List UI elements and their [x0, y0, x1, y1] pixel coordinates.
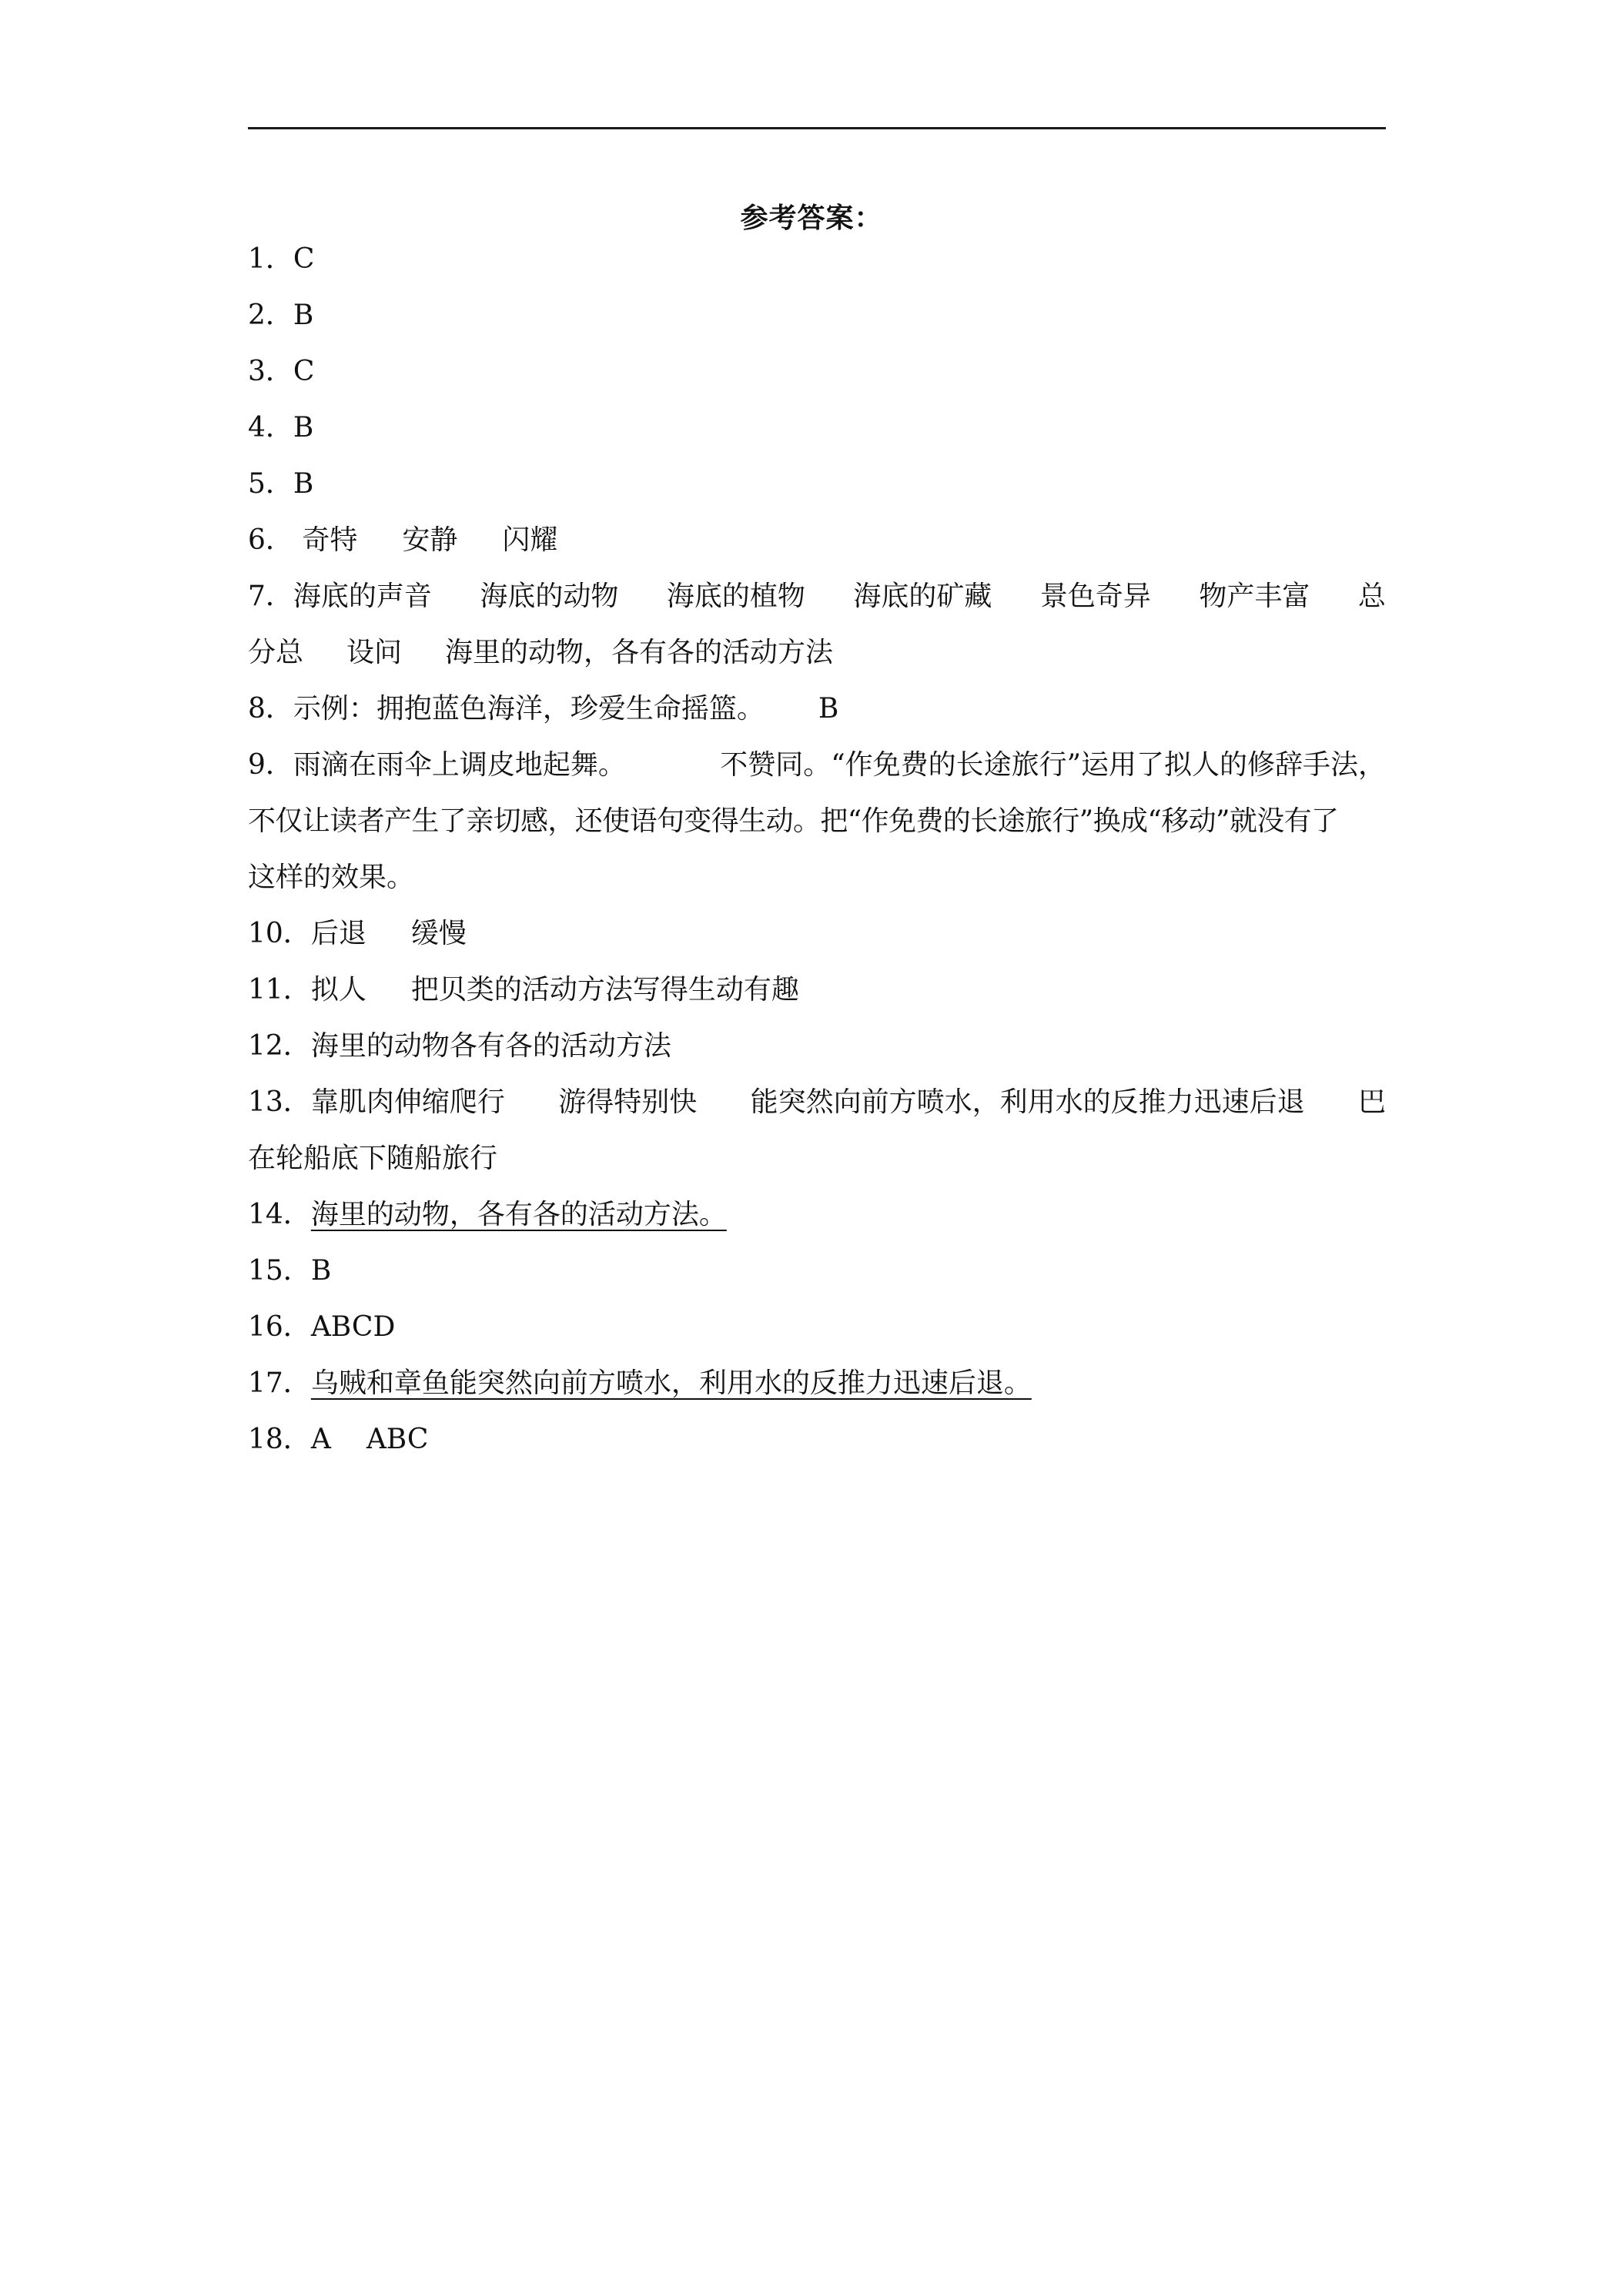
answer-text: 奇特	[302, 524, 358, 556]
answer-text: B	[310, 1255, 332, 1287]
answer-number: 15．	[248, 1255, 311, 1287]
answer-number: 5．	[248, 468, 293, 500]
underlined-answer: 海里的动物，各有各的活动方法。	[310, 1199, 727, 1230]
answer-number: 10．	[248, 918, 311, 949]
answer-item-9-cont	[248, 793, 1386, 849]
answer-number: 9．	[248, 749, 293, 781]
answer-item-16	[248, 1299, 1386, 1355]
answer-text: 能突然向前方喷水，利用水的反推力迅速后退	[750, 1086, 1305, 1118]
answer-number: 18．	[248, 1424, 311, 1455]
answer-item-13-cont	[248, 1130, 1386, 1186]
answer-text: 靠肌肉伸缩爬行	[310, 1086, 505, 1118]
answer-text: 海底的动物	[480, 581, 619, 612]
answer-text: 示例：拥抱蓝色海洋，珍爱生命摇篮。	[293, 693, 765, 725]
answer-text: C	[293, 356, 315, 387]
answer-item-9-cont	[248, 849, 1386, 905]
answer-text: 海里的动物，各有各的活动方法	[445, 637, 834, 668]
answer-text: 闪耀	[502, 524, 558, 556]
answer-text: 雨滴在雨伞上调皮地起舞。	[293, 749, 626, 781]
answer-text: 把贝类的活动方法写得生动有趣	[410, 974, 799, 1006]
answer-text: A	[310, 1424, 331, 1455]
answer-item-5	[248, 456, 1386, 512]
answer-item-10	[248, 905, 1386, 962]
answer-text: 不赞同。“作免费的长途旅行”运用了拟人的修辞手法，	[720, 749, 1386, 781]
answer-item-12	[248, 1018, 1386, 1074]
answer-item-1	[248, 231, 1386, 287]
header-rule	[248, 127, 1386, 129]
answer-number: 1．	[248, 243, 293, 275]
answer-text: 海底的声音	[293, 581, 432, 612]
answer-text: 在轮船底下随船旅行	[248, 1143, 498, 1174]
answer-text: C	[293, 243, 315, 275]
answer-item-2	[248, 287, 1386, 343]
answer-text: 总	[1357, 581, 1386, 612]
answer-text: 海底的矿藏	[853, 581, 992, 612]
answer-text: 缓慢	[410, 918, 467, 949]
answer-number: 16．	[248, 1311, 311, 1343]
answer-number: 3．	[248, 356, 293, 387]
answer-number: 12．	[248, 1030, 311, 1062]
answer-item-9	[248, 737, 1386, 793]
answer-list	[248, 231, 1386, 1468]
answer-text: 景色奇异	[1039, 581, 1151, 612]
answer-number: 6．	[248, 524, 293, 556]
underlined-answer: 乌贼和章鱼能突然向前方喷水，利用水的反推力迅速后退。	[310, 1367, 1032, 1399]
answer-number: 2．	[248, 300, 293, 331]
answer-text: B	[818, 693, 839, 725]
answer-text: 海里的动物各有各的活动方法	[310, 1030, 671, 1062]
answer-text: 设问	[346, 637, 403, 668]
answer-item-13	[248, 1074, 1386, 1130]
answer-text: 海底的植物	[666, 581, 805, 612]
answer-text: 分总	[248, 637, 304, 668]
answer-item-8	[248, 681, 1386, 737]
answer-number: 17．	[248, 1367, 311, 1399]
answer-text: 游得特别快	[558, 1086, 698, 1118]
answer-item-15	[248, 1243, 1386, 1299]
answer-text: 不仅让读者产生了亲切感，还使语句变得生动。把“作免费的长途旅行”换成“移动”就没有了	[248, 805, 1339, 837]
answer-item-6	[248, 512, 1386, 568]
answer-text: B	[293, 412, 314, 443]
answer-text: 后退	[310, 918, 366, 949]
answer-text: 安静	[402, 524, 458, 556]
answer-number: 4．	[248, 412, 293, 443]
answer-text: ABC	[366, 1424, 429, 1455]
answer-item-7	[248, 568, 1386, 624]
answer-item-11	[248, 962, 1386, 1018]
answer-number: 7．	[248, 581, 293, 612]
answer-text: ABCD	[310, 1311, 396, 1343]
answer-number: 8．	[248, 693, 293, 725]
answer-text: 拟人	[310, 974, 366, 1006]
answer-number: 14．	[248, 1199, 311, 1230]
answer-number: 11．	[248, 974, 311, 1006]
answer-item-14	[248, 1186, 1386, 1243]
answer-text: 巴	[1357, 1086, 1386, 1118]
answer-text: 这样的效果。	[248, 862, 415, 893]
answer-item-17	[248, 1355, 1386, 1411]
answer-text: 物产丰富	[1199, 581, 1310, 612]
answer-key-title: 参考答案：	[740, 202, 883, 234]
answer-item-3	[248, 343, 1386, 400]
answer-text: B	[293, 468, 314, 500]
answer-item-7-cont	[248, 624, 1386, 681]
answer-item-4	[248, 400, 1386, 456]
answer-number: 13．	[248, 1086, 311, 1118]
answer-item-18	[248, 1411, 1386, 1468]
answer-text: B	[293, 300, 314, 331]
